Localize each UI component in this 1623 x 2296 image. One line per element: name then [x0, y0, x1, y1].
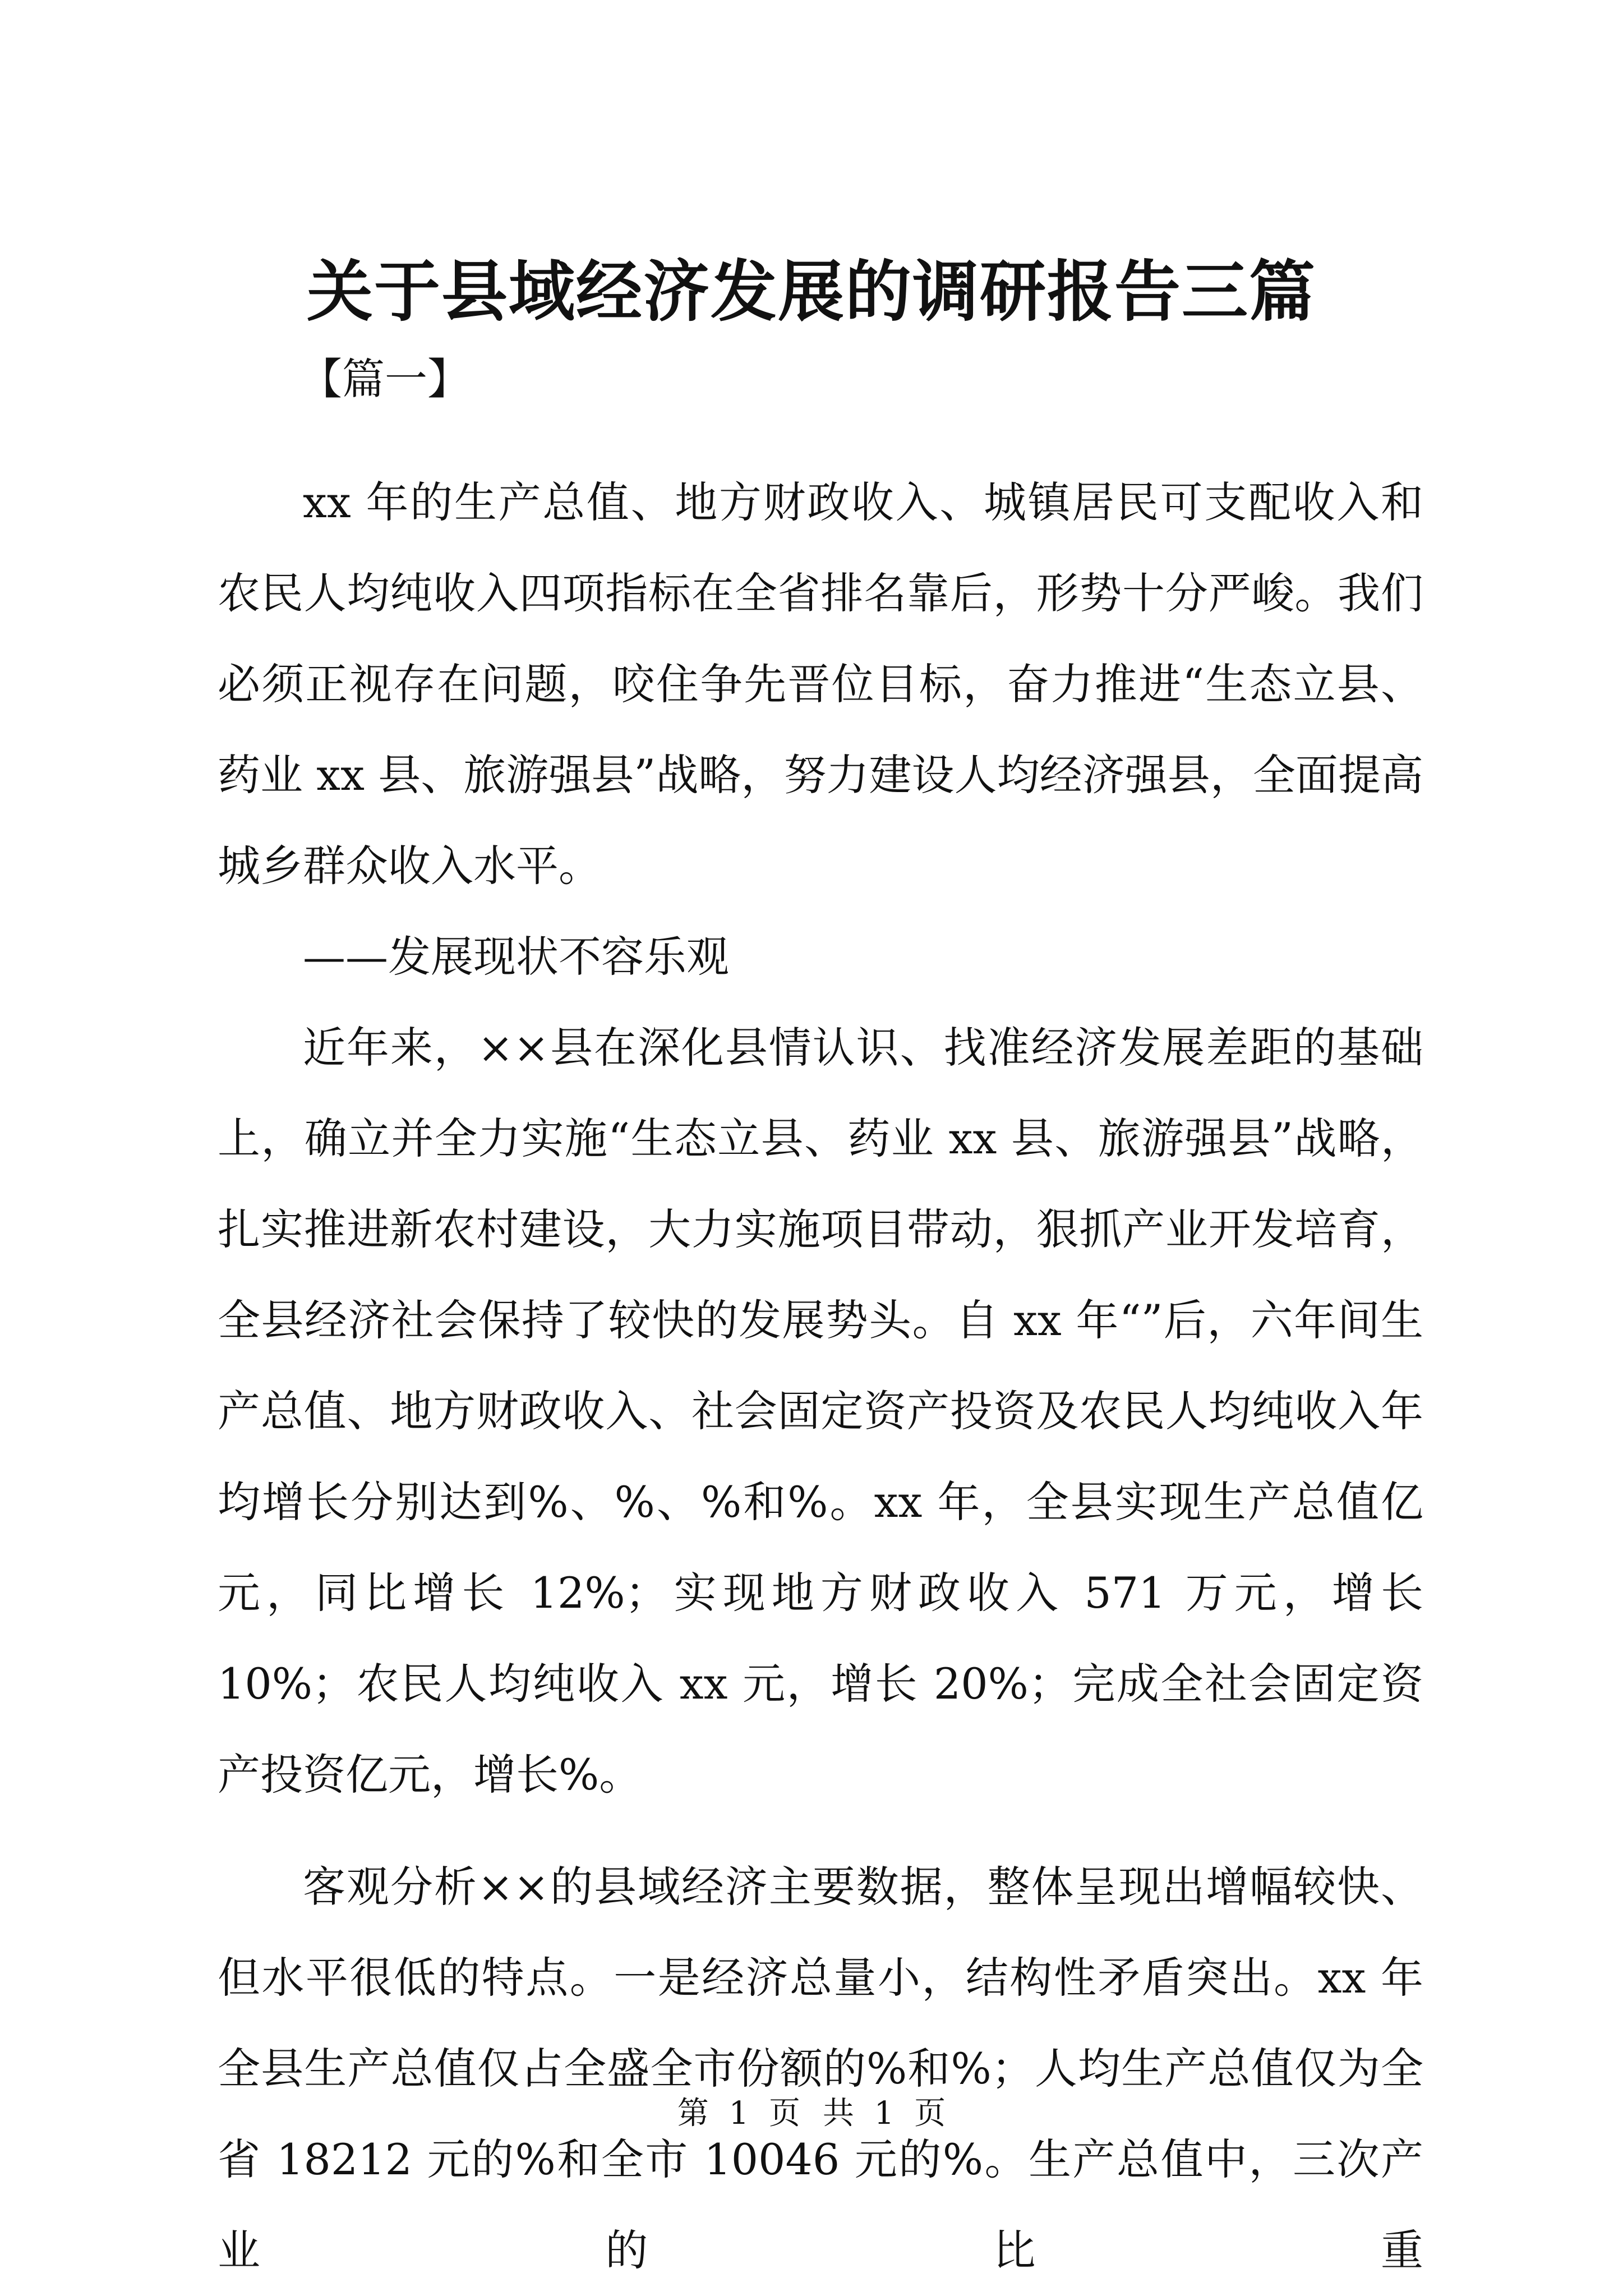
page-footer [0, 2091, 1623, 2136]
section-label: 【篇一】 [299, 354, 470, 404]
document-body [218, 457, 1423, 2296]
paragraph-recent-years: 近年来，××县在深化县情认识、找准经济发展差距的基础上，确立并全力实施“生态立县、药业 xx 县、旅游强县”战略，扎实推进新农村建设，大力实施项目带动，狠抓产业开发培育，全县经济社会保持了较快的发展势头。自 xx 年“”后，六年间生产总值、地方财政收入、社会固定资产投资及农民人均纯收入年均增长分别达到%、%、%和%。xx 年，全县实现生产总值亿元，同比增长 12%；实现地方财政收入 571 万元，增长 10%；农民人均纯收入 xx 元，增长 20%；完成全社会固定资产投资亿元，增长%。 [218, 1023, 1423, 1800]
subheading-development-status: ——发展现状不容乐观 [303, 932, 729, 982]
paragraph-objective-analysis: 客观分析××的县域经济主要数据，整体呈现出增幅较快、但水平很低的特点。一是经济总量小，结构性矛盾突出。xx 年全县生产总值仅占全盛全市份额的%和%；人均生产总值仅为全省 18212 元的%和全市 10046 元的%。生产总值中，三次产业的比重 [218, 1862, 1423, 2275]
page-total: 共 1 页 [823, 2095, 946, 2132]
page-number: 第 1 页 [677, 2095, 800, 2132]
paragraph-intro: xx 年的生产总值、地方财政收入、城镇居民可支配收入和农民人均纯收入四项指标在全省排名靠后，形势十分严峻。我们必须正视存在问题，咬住争先晋位目标，奋力推进“生态立县、药业 xx 县、旅游强县”战略，努力建设人均经济强县，全面提高城乡群众收入水平。 [218, 477, 1423, 891]
document-title: 关于县域经济发展的调研报告三篇 [306, 252, 1316, 330]
